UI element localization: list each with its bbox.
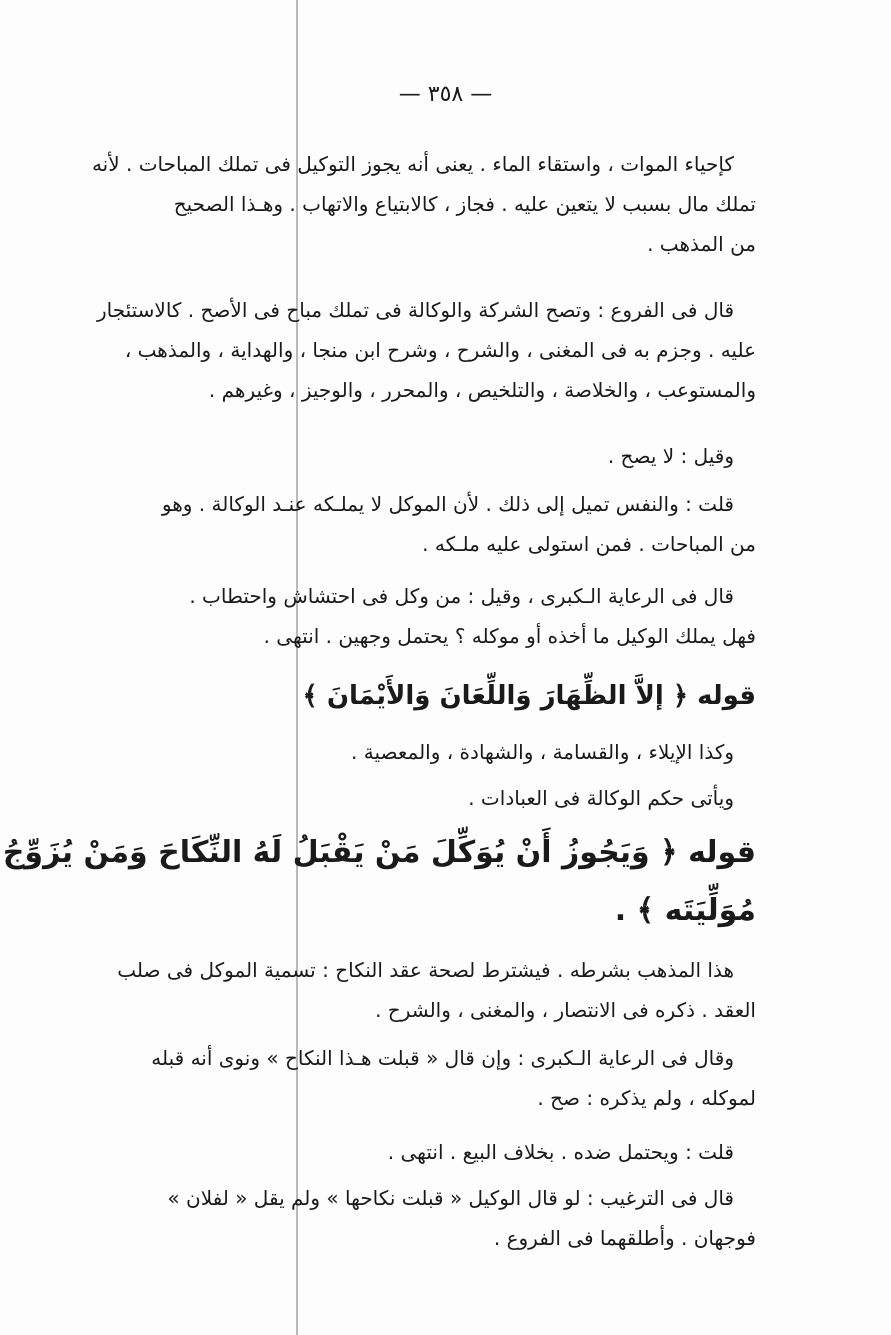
text-line: كإحياء الموات ، واستقاء الماء . يعنى أنه يجوز التوكيل فى تملك المباحات . لأنه <box>91 152 734 176</box>
text-line: العقد . ذكره فى الانتصار ، والمغنى ، والشرح . <box>375 998 756 1022</box>
text-line: فوجهان . وأطلقهما فى الفروع . <box>493 1226 756 1250</box>
text-line: عليه . وجزم به فى المغنى ، والشرح ، وشرح ابن منجا ، والهداية ، والمذهب ، <box>124 338 756 362</box>
text-line: قال فى الرعاية الـكبرى ، وقيل : من وكل فى احتشاش واحتطاب . <box>189 584 734 608</box>
paragraph-11 <box>100 1178 756 1258</box>
paragraph-4 <box>100 484 756 564</box>
text-line: تملك مال بسبب لا يتعين عليه . فجاز ، كالابتياع والاتهاب . وهـذا الصحيح <box>173 192 756 216</box>
text-line: قلت : ويحتمل ضده . بخلاف البيع . انتهى . <box>387 1140 734 1164</box>
paragraph-8 <box>100 950 756 1030</box>
text-line: من المباحات . فمن استولى عليه ملـكه . <box>422 532 756 556</box>
paragraph-6 <box>100 732 756 772</box>
paragraph-9 <box>100 1038 756 1118</box>
text-line: من المذهب . <box>647 232 756 256</box>
text-line: ويأتى حكم الوكالة فى العبادات . <box>468 786 734 810</box>
heading-text: مُوَلِّيَتَه ﴾ . <box>614 893 756 928</box>
text-line: لموكله ، ولم يذكره : صح . <box>537 1086 756 1110</box>
section-heading-2 <box>2 824 756 940</box>
heading-text: قوله ﴿ إلاَّ الظِّهَارَ وَاللِّعَانَ وَالأَيْمَانَ ﴾ <box>302 681 756 711</box>
section-heading-1 <box>100 672 756 720</box>
text-line: وقيل : لا يصح . <box>607 444 734 468</box>
text-line: قلت : والنفس تميل إلى ذلك . لأن الموكل لا يملـكه عنـد الوكالة . وهو <box>161 492 734 516</box>
text-line: وكذا الإيلاء ، والقسامة ، والشهادة ، والمعصية . <box>351 740 734 764</box>
paragraph-7 <box>100 778 756 818</box>
text-line: والمستوعب ، والخلاصة ، والتلخيص ، والمحرر ، والوجيز ، وغيرهم . <box>208 378 756 402</box>
paragraph-3 <box>100 436 756 476</box>
paragraph-5 <box>100 576 756 656</box>
text-line: هذا المذهب بشرطه . فيشترط لصحة عقد النكاح : تسمية الموكل فى صلب <box>117 958 734 982</box>
page-number: — ٣٥٨ — <box>398 82 493 107</box>
heading-text: قوله ﴿ وَيَجُوزُ أَنْ يُوَكِّلَ مَنْ يَقْبَلُ لَهُ النِّكَاحَ وَمَنْ يُزَوِّجُ <box>2 835 756 870</box>
paragraph-10 <box>100 1132 756 1172</box>
text-line: وقال فى الرعاية الـكبرى : وإن قال « قبلت هـذا النكاح » ونوى أنه قبله <box>151 1046 734 1070</box>
text-line: فهل يملك الوكيل ما أخذه أو موكله ؟ يحتمل وجهين . انتهى . <box>263 624 756 648</box>
paragraph-1 <box>91 144 756 264</box>
paragraph-2 <box>96 290 756 410</box>
text-line: قال فى الترغيب : لو قال الوكيل « قبلت نكاحها » ولم يقل « لفلان » <box>167 1186 734 1210</box>
text-line: قال فى الفروع : وتصح الشركة والوكالة فى تملك مباح فى الأصح . كالاستئجار <box>96 298 734 322</box>
